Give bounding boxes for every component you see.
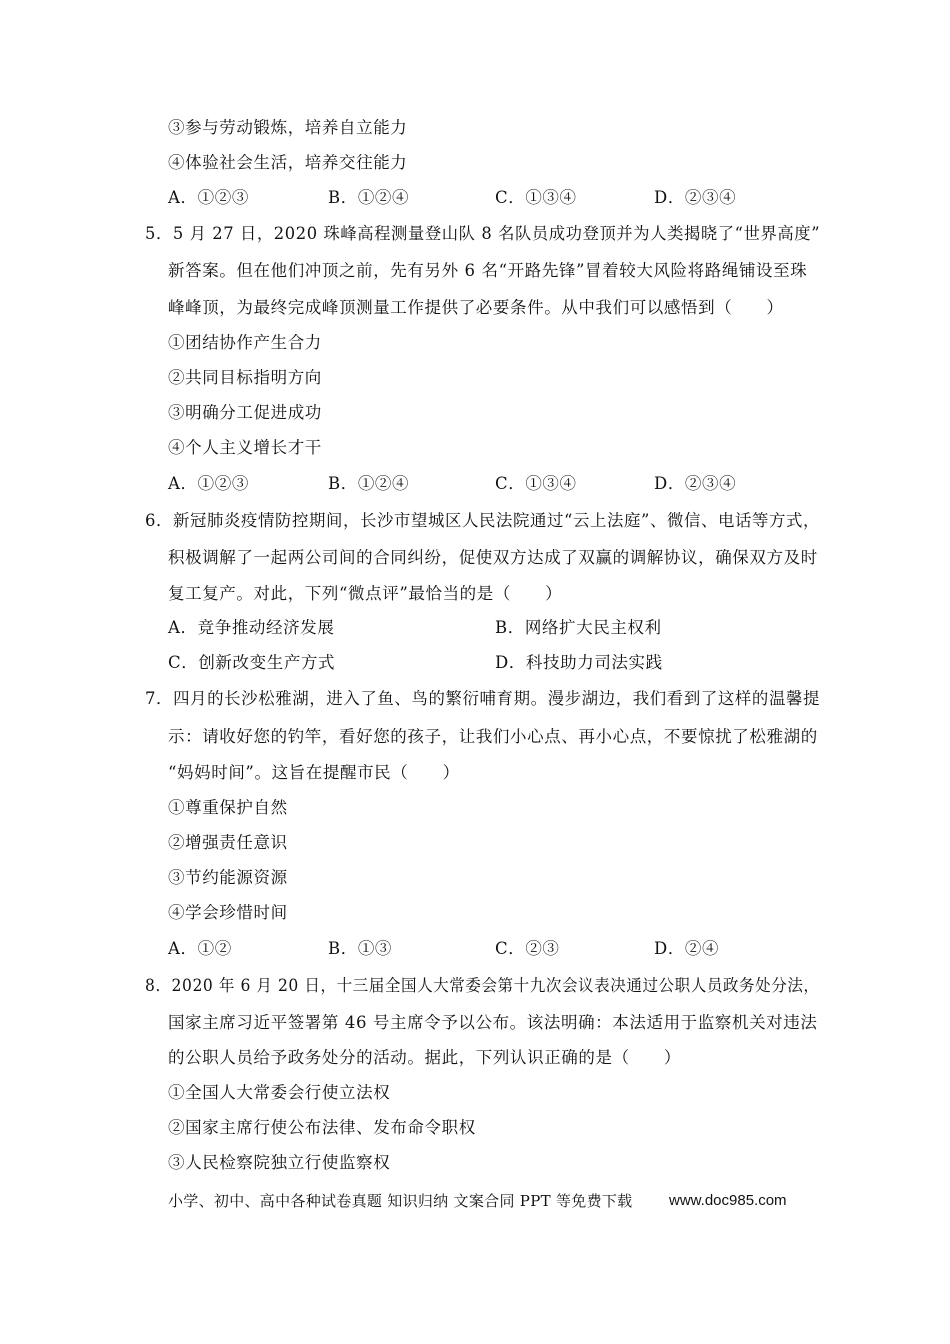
q8-item-2: ②国家主席行使公布法律、发布命令职权 — [168, 1118, 476, 1137]
q5-item-3: ③明确分工促进成功 — [168, 403, 322, 422]
q6-stem-line-3: 复工复产。对此，下列“微点评”最恰当的是（ ） — [168, 584, 563, 603]
q7-item-4: ④学会珍惜时间 — [168, 903, 288, 922]
q5-option-c: C．①③④ — [495, 474, 577, 493]
q7-option-d: D．②④ — [654, 939, 720, 958]
q4-option-c: C．①③④ — [495, 188, 577, 207]
q5-option-d: D．②③④ — [654, 474, 737, 493]
q5-stem-line-3: 峰峰顶，为最终完成峰顶测量工作提供了必要条件。从中我们可以感悟到（ ） — [168, 298, 784, 317]
q5-option-b: B．①②④ — [328, 474, 410, 493]
q7-option-a: A．①② — [168, 939, 232, 958]
q6-option-a: A．竞争推动经济发展 — [168, 618, 335, 637]
q5-option-a: A．①②③ — [168, 474, 249, 493]
q8-item-3: ③人民检察院独立行使监察权 — [168, 1153, 391, 1172]
q8-stem-line-1: 8．2020 年 6 月 20 日，十三届全国人大常委会第十九次会议表决通过公职人员政务处分法， — [145, 976, 820, 995]
q5-stem-line-2: 新答案。但在他们冲顶之前，先有另外 6 名“开路先锋”冒着较大风险将路绳铺设至珠 — [168, 261, 808, 280]
q7-stem-line-2: 示：请收好您的钓竿，看好您的孩子，让我们小心点、再小心点，不要惊扰了松雅湖的 — [168, 727, 818, 746]
footer-url[interactable]: www.doc985.com — [669, 1192, 787, 1209]
q5-item-2: ②共同目标指明方向 — [168, 368, 322, 387]
q7-item-2: ②增强责任意识 — [168, 833, 288, 852]
q4-option-b: B．①②④ — [328, 188, 410, 207]
q4-item-4: ④体验社会生活，培养交往能力 — [168, 153, 408, 172]
q6-option-c: C．创新改变生产方式 — [168, 653, 336, 672]
q7-stem-line-1: 7．四月的长沙松雅湖，进入了鱼、鸟的繁衍哺育期。漫步湖边，我们看到了这样的温馨提 — [145, 689, 821, 708]
q6-stem-line-2: 积极调解了一起两公司间的合同纠纷，促使双方达成了双赢的调解协议，确保双方及时 — [168, 548, 818, 567]
q6-option-b: B．网络扩大民主权利 — [495, 618, 662, 637]
q8-stem-line-2: 国家主席习近平签署第 46 号主席令予以公布。该法明确：本法适用于监察机关对违法 — [168, 1013, 818, 1032]
q7-item-3: ③节约能源资源 — [168, 868, 288, 887]
q7-option-c: C．②③ — [495, 939, 560, 958]
q4-item-3: ③参与劳动锻炼，培养自立能力 — [168, 118, 408, 137]
footer-text: 小学、初中、高中各种试卷真题 知识归纳 文案合同 PPT 等免费下载 — [168, 1192, 633, 1210]
q8-item-1: ①全国人大常委会行使立法权 — [168, 1083, 391, 1102]
q4-option-a: A．①②③ — [168, 188, 249, 207]
q8-stem-line-3: 的公职人员给予政务处分的活动。据此，下列认识正确的是（ ） — [168, 1048, 681, 1067]
q7-option-b: B．①③ — [328, 939, 393, 958]
q5-item-1: ①团结协作产生合力 — [168, 333, 322, 352]
q7-item-1: ①尊重保护自然 — [168, 798, 288, 817]
q6-option-d: D．科技助力司法实践 — [495, 653, 663, 672]
q7-stem-line-3: “妈妈时间”。这旨在提醒市民（ ） — [168, 763, 460, 782]
q5-item-4: ④个人主义增长才干 — [168, 438, 322, 457]
q5-stem-line-1: 5．5 月 27 日，2020 珠峰高程测量登山队 8 名队员成功登顶并为人类揭晓了“世界高度” — [145, 224, 821, 243]
q4-option-d: D．②③④ — [654, 188, 737, 207]
q6-stem-line-1: 6．新冠肺炎疫情防控期间，长沙市望城区人民法院通过“云上法庭”、微信、电话等方式， — [145, 511, 820, 530]
